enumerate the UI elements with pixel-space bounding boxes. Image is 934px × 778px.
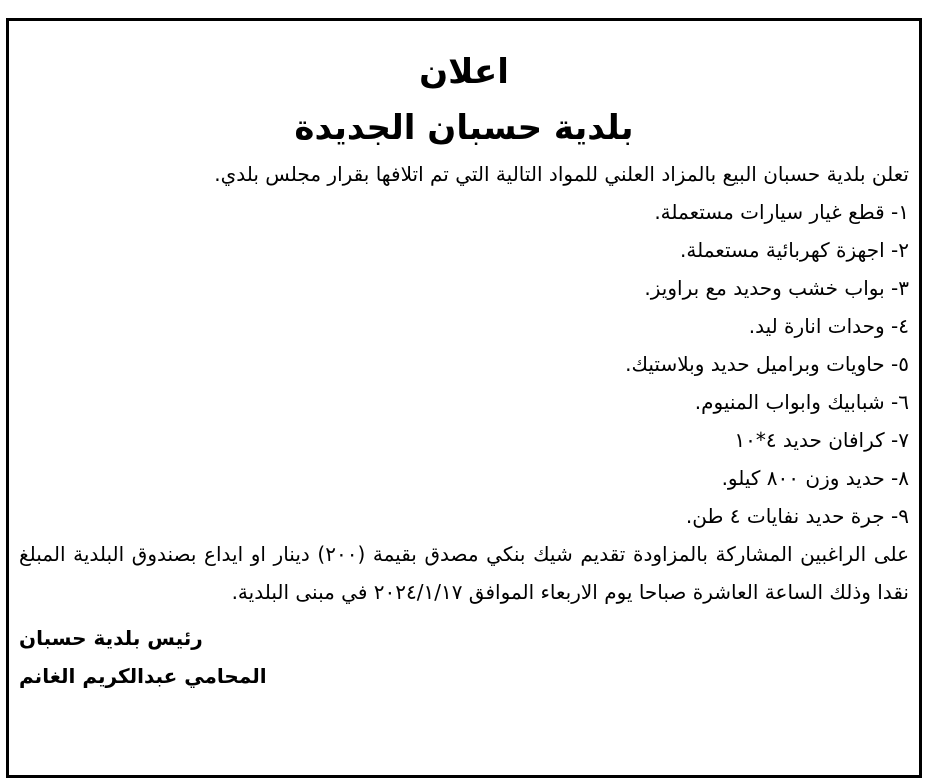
signature-name: المحامي عبدالكريم الغانم: [19, 664, 267, 688]
closing-paragraph: على الراغبين المشاركة بالمزاودة تقديم شيك بنكي مصدق بقيمة (٢٠٠) دينار او ايداع بصندوق البلدية المبلغ نقدا وذلك الساعة العاشرة صباحا يوم الاربعاء الموافق ٢٠٢٤/١/١٧ في مبنى البلدية.: [19, 542, 910, 604]
list-item: ١- قطع غيار سيارات مستعملة.: [654, 200, 909, 224]
signature-role: رئيس بلدية حسبان: [19, 626, 203, 650]
announcement-frame: [6, 18, 922, 778]
list-item: ٩- جرة حديد نفايات ٤ طن.: [685, 504, 909, 528]
list-item: ٣- بواب خشب وحديد مع براويز.: [644, 276, 909, 300]
list-item: ٧- كرافان حديد ٤*١٠: [734, 428, 909, 452]
items-list: [19, 193, 909, 535]
list-item: ٥- حاويات وبراميل حديد وبلاستيك.: [625, 352, 909, 376]
announcement-content: [19, 43, 909, 695]
list-item: ٢- اجهزة كهربائية مستعملة.: [680, 238, 909, 262]
announcement-title: اعلان: [419, 52, 509, 92]
signature-block: [19, 619, 909, 695]
list-item: ٦- شبابيك وابواب المنيوم.: [694, 390, 909, 414]
intro-text: تعلن بلدية حسبان البيع بالمزاد العلني للمواد التالية التي تم اتلافها بقرار مجلس بلدي.: [214, 162, 909, 186]
list-item: ٤- وحدات انارة ليد.: [748, 314, 909, 338]
list-item: ٨- حديد وزن ٨٠٠ كيلو.: [721, 466, 909, 490]
municipality-name: بلدية حسبان الجديدة: [294, 108, 634, 148]
